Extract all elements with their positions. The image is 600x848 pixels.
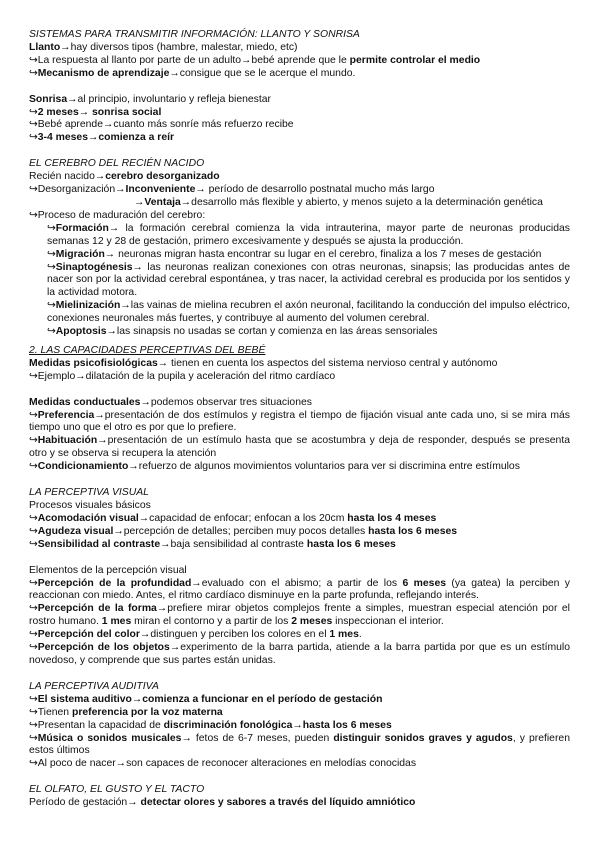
heading-cerebro: EL CEREBRO DEL RECIÉN NACIDO: [29, 158, 205, 170]
item-musica: [29, 733, 570, 759]
bold-term: Música o sonidos musicales: [37, 732, 182, 744]
text: →prefiere mirar objetos complejos frente a simples, muestran especial atención por el rostro humano.: [29, 603, 570, 628]
text: Período de gestación→: [29, 797, 141, 809]
bold-term: Habituación: [37, 435, 98, 447]
text: ↪La respuesta al llanto por parte de un adulto→bebé aprende que le: [29, 54, 350, 66]
line-agudeza: [29, 526, 570, 539]
text: →: [134, 196, 145, 208]
text: →experimento de la barra partida, atiende a la barra partida por que es un estímulo novedoso, y comprende que sus partes están unidas.: [29, 642, 570, 666]
bold-term: distinguir sonidos graves y agudos: [333, 732, 513, 744]
bold-term: permite controlar el medio: [349, 54, 481, 66]
text: →percepción de detalles; perciben muy pocos detalles: [113, 525, 369, 537]
arrow: ↪: [29, 106, 38, 118]
text: , y prefieren estos últimos: [29, 732, 570, 757]
arrow: ↪: [29, 603, 38, 615]
bold-term: Medidas psicofisiológicas: [29, 357, 158, 369]
item-objetos: [29, 642, 570, 668]
bold-term: Condicionamiento: [37, 461, 129, 473]
text: ↪Ejemplo→dilatación de la pupila y aceleración del ritmo cardíaco: [29, 370, 336, 382]
bold-term: 2 meses: [37, 106, 79, 118]
text: ↪Bebé aprende→cuanto más sonríe más refuerzo recibe: [29, 119, 294, 131]
text: →hay diversos tipos (hambre, malestar, miedo, etc): [60, 41, 298, 53]
line-medidas-conductuales: [29, 397, 570, 410]
bold-term: 1 mes: [101, 616, 132, 628]
bold-term: sonrisa social: [92, 106, 162, 118]
item-al-poco-nacer: [29, 758, 570, 771]
bold-term: Llanto: [29, 41, 61, 53]
arrow: ↪: [29, 512, 38, 524]
text: → período de desarrollo postnatal mucho más largo: [195, 184, 435, 196]
line-ejemplo: [29, 371, 570, 384]
bold-term: Formación: [55, 222, 109, 234]
text: →: [292, 719, 303, 731]
text: .: [358, 629, 362, 641]
line-desorganizacion: [29, 184, 570, 197]
line-llanto: [29, 42, 570, 55]
text: → fetos de 6-7 meses, pueden: [181, 732, 334, 744]
text: ↪Al poco de nacer→son capaces de reconocer alteraciones en melodías conocidas: [29, 758, 417, 770]
text: Recién nacido→: [29, 171, 106, 183]
arrow: ↪: [29, 435, 38, 447]
underlined-heading: 2. LAS CAPACIDADES PERCEPTIVAS DEL BEBÉ: [29, 344, 266, 356]
text: →consigue que se le acerque el mundo.: [169, 67, 356, 79]
bold-term: Percepción de la profundidad: [37, 577, 192, 589]
bold-term: Sonrisa: [29, 93, 68, 105]
bold-term: preferencia por la voz materna: [71, 706, 223, 718]
item-sistema-auditivo: [29, 694, 570, 707]
bold-term: Migración: [55, 248, 105, 260]
text: →las sinapsis no usadas se cortan y comienza en las áreas sensoriales: [106, 326, 438, 338]
text: →: [87, 132, 99, 144]
text: miran el contorno y a partir de los: [131, 616, 292, 628]
item-forma: [29, 603, 570, 629]
text: →presentación de un estímulo hasta que se acostumbra y deja de responder, después se presenta otro y se observa si recupera la atención: [29, 435, 570, 460]
line-medidas-psicofisiologicas: [29, 358, 570, 371]
item-mielinizacion: [29, 300, 570, 326]
text: →refuerzo de algunos movimientos voluntarios para ver si discrimina entre estímulos: [128, 461, 520, 473]
line-elementos-percepcion: Elementos de la percepción visual: [29, 564, 187, 576]
line-3-4-meses: [29, 132, 570, 145]
arrow: ↪: [29, 67, 38, 79]
bold-term: Apoptosis: [55, 326, 107, 338]
item-color: [29, 629, 570, 642]
line-sonrisa: [29, 94, 570, 107]
bold-term: Percepción de la forma: [37, 603, 157, 615]
line-bebe-aprende: [29, 119, 570, 132]
text: →baja sensibilidad al contraste: [160, 538, 307, 550]
heading-perceptiva-visual: LA PERCEPTIVA VISUAL: [29, 487, 149, 499]
text: →: [131, 693, 143, 705]
arrow: ↪: [47, 326, 56, 338]
text: →podemos observar tres situaciones: [140, 396, 312, 408]
heading-perceptiva-auditiva: LA PERCEPTIVA AUDITIVA: [29, 680, 159, 692]
line-respuesta-llanto: [29, 55, 570, 68]
heading-llanto-sonrisa: SISTEMAS PARA TRANSMITIR INFORMACIÓN: LLANTO Y SONRISA: [29, 29, 360, 40]
text: inspeccionan el interior.: [332, 616, 444, 628]
bold-term: 3-4 meses: [37, 132, 88, 144]
item-voz-materna: [29, 707, 570, 720]
bold-term: hasta los 6 meses: [368, 525, 458, 537]
line-sensibilidad: [29, 539, 570, 552]
bold-term: El sistema auditivo: [37, 693, 132, 705]
item-formacion: [29, 223, 570, 249]
item-habituacion: [29, 435, 570, 461]
text: →evaluado con el abismo; a partir de los: [191, 577, 403, 589]
arrow: ↪: [29, 538, 38, 550]
text: →capacidad de enfocar; enfocan a los 20cm: [138, 512, 348, 524]
item-migracion: [29, 249, 570, 262]
line-procesos-visuales: Procesos visuales básicos: [29, 500, 151, 511]
bold-term: Inconveniente: [125, 184, 196, 196]
text: (ya gatea) la perciben y reaccionan con miedo. Antes, el ritmo cardíaco disminuye en la parte profunda, reflejando interés.: [29, 577, 570, 602]
arrow: ↪: [29, 732, 38, 744]
item-profundidad: [29, 578, 570, 604]
text: → neuronas migran hasta encontrar su lugar en el cerebro, finaliza a los 7 meses de gestación: [104, 248, 542, 260]
arrow: ↪: [29, 525, 38, 537]
arrow: ↪: [29, 642, 38, 654]
arrow: ↪: [29, 577, 38, 589]
text: → las neuronas realizan conexiones con otras neuronas, sinapsis; las producidas antes de nacer son por la actividad cerebral espontánea, y tras nacer, la actividad cerebral es producida por los sentidos y la actividad motora.: [47, 261, 570, 299]
text: →al principio, involuntario y refleja bienestar: [67, 93, 272, 105]
text: →: [78, 106, 93, 118]
arrow: ↪: [29, 409, 38, 421]
bold-term: discriminación fonológica: [163, 719, 293, 731]
item-sinaptogenesis: [29, 262, 570, 301]
line-recien-nacido: [29, 171, 570, 184]
bold-term: Agudeza visual: [37, 525, 114, 537]
bold-term: detectar olores y sabores a través del líquido amniótico: [140, 797, 416, 809]
text: →desarrollo más flexible y abierto, y menos sujeto a la determinación genética: [180, 196, 543, 208]
bold-term: Sensibilidad al contraste: [37, 538, 161, 550]
bold-term: hasta los 6 meses: [306, 538, 396, 550]
bold-term: Ventaja: [144, 196, 181, 208]
line-acomodacion: [29, 513, 570, 526]
bold-term: comienza a funcionar en el período de gestación: [142, 693, 383, 705]
arrow: ↪: [47, 300, 56, 312]
arrow: ↪: [29, 693, 38, 705]
bold-term: Preferencia: [37, 409, 95, 421]
bold-term: Medidas conductuales: [29, 396, 141, 408]
text: ↪Desorganización→: [29, 184, 126, 196]
arrow: ↪: [47, 222, 56, 234]
item-condicionamiento: [29, 461, 570, 474]
arrow: ↪: [47, 248, 56, 260]
bold-term: 6 meses: [402, 577, 447, 589]
line-periodo-gestacion: [29, 797, 570, 810]
text: ↪Tienen: [29, 706, 72, 718]
bold-term: Mielinización: [55, 300, 121, 312]
text: →presentación de dos estímulos y registra el tiempo de fijación visual ante cada uno, si se mira más tiempo uno que el otro es por que lo prefiere.: [29, 409, 570, 434]
item-preferencia: [29, 410, 570, 436]
arrow: ↪: [29, 461, 38, 473]
text: →las vainas de mielina recubren el axón neuronal, facilitando la conducción del impulso eléctrico, conexiones neuronales más fuertes, y contribuye al aumento del volumen cerebral.: [47, 300, 570, 325]
bold-term: Percepción de los objetos: [37, 642, 170, 654]
bold-term: 1 mes: [329, 629, 359, 641]
bold-term: Sinaptogénesis: [55, 261, 133, 273]
heading-olfato-gusto-tacto: EL OLFATO, EL GUSTO Y EL TACTO: [29, 784, 205, 796]
text: → la formación cerebral comienza la vida intrauterina, mayor parte de neuronas producidas semanas 12 y 28 de gestación, primero excesivamente y después se ajusta la producción.: [47, 222, 570, 247]
text: → tienen en cuenta los aspectos del sistema nervioso central y autónomo: [157, 357, 498, 369]
heading-capacidades-perceptivas: [29, 345, 570, 358]
bold-term: comienza a reír: [98, 132, 175, 144]
line-ventaja: [29, 197, 570, 210]
line-proceso-maduracion: ↪Proceso de maduración del cerebro:: [29, 209, 206, 221]
bold-term: Percepción del color: [37, 629, 140, 641]
text: →distinguen y perciben los colores en el: [139, 629, 330, 641]
line-mecanismo: [29, 68, 570, 81]
arrow: ↪: [47, 261, 56, 273]
item-discriminacion: [29, 720, 570, 733]
item-apoptosis: [29, 326, 570, 339]
line-2-meses: [29, 107, 570, 120]
bold-term: Acomodación visual: [37, 512, 139, 524]
bold-term: hasta los 4 meses: [347, 512, 437, 524]
bold-term: Mecanismo de aprendizaje: [37, 67, 170, 79]
arrow: ↪: [29, 629, 38, 641]
text: ↪Presentan la capacidad de: [29, 719, 164, 731]
arrow: ↪: [29, 132, 38, 144]
bold-term: 2 meses: [291, 616, 333, 628]
bold-term: cerebro desorganizado: [105, 171, 220, 183]
bold-term: hasta los 6 meses: [302, 719, 392, 731]
